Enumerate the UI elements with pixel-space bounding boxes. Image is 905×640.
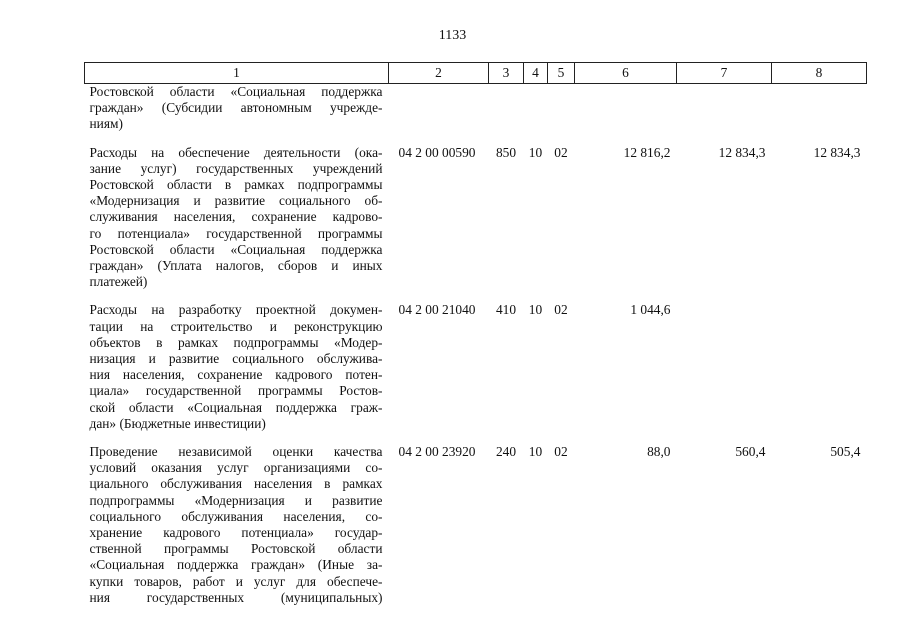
row-name-line: служивания населения, сохранение кадрово- bbox=[89, 209, 383, 225]
budget-table bbox=[84, 62, 867, 606]
row-name-line: циала» государственной программы Ростов- bbox=[89, 383, 383, 399]
header-col-4: 4 bbox=[524, 63, 548, 84]
header-row bbox=[85, 63, 867, 84]
row-name-line: го потенциала» государственной программы bbox=[89, 225, 383, 241]
row-name bbox=[85, 432, 389, 606]
row-name-line: дан» (Бюджетные инвестиции) bbox=[89, 415, 266, 431]
page-number: 1133 bbox=[438, 28, 467, 43]
row-section: 10 bbox=[528, 444, 543, 460]
row-amount-year-3: 12 834,3 bbox=[813, 144, 861, 160]
row-name-line: ственной программы Ростовской области bbox=[89, 541, 383, 557]
row-amount-year-1: 12 816,2 bbox=[623, 144, 671, 160]
row-code: 04 2 00 21040 bbox=[398, 302, 476, 318]
row-name-line: Ростовской области «Социальная поддержка bbox=[89, 84, 383, 99]
header-col-8: 8 bbox=[772, 63, 867, 84]
row-section: 10 bbox=[528, 144, 543, 160]
row-amount-year-3 bbox=[772, 290, 867, 432]
row-amount-year-2: 12 834,3 bbox=[718, 144, 766, 160]
row-name-line: Ростовской области в рамках подпрограммы bbox=[89, 177, 383, 193]
row-name-line: ской области «Социальная поддержка граж- bbox=[89, 399, 383, 415]
row-name-line: Расходы на обеспечение деятельности (ока- bbox=[89, 144, 383, 160]
header-col-3: 3 bbox=[489, 63, 524, 84]
table-row bbox=[85, 133, 867, 291]
row-amount-year-1 bbox=[575, 84, 677, 133]
row-name-line: социального обслуживания населения, со- bbox=[89, 508, 383, 524]
row-code bbox=[389, 84, 489, 133]
table-row bbox=[85, 84, 867, 133]
row-name-line: граждан» (Субсидии автономным учрежде- bbox=[89, 100, 383, 116]
row-code: 04 2 00 00590 bbox=[398, 144, 476, 160]
row-amount-year-2: 560,4 bbox=[735, 444, 766, 460]
row-section: 10 bbox=[528, 302, 543, 318]
row-subsection: 02 bbox=[554, 302, 568, 318]
table-row bbox=[85, 432, 867, 606]
row-name bbox=[85, 290, 389, 432]
row-name-line: граждан» (Уплата налогов, сборов и иных bbox=[89, 258, 383, 274]
row-name-line: платежей) bbox=[89, 274, 148, 290]
row-name-line: Ростовской области «Социальная поддержка bbox=[89, 241, 383, 257]
row-name bbox=[85, 84, 389, 133]
row-name-line: Расходы на разработку проектной докумен- bbox=[89, 302, 383, 318]
row-name-line: циального обслуживания населения в рамках bbox=[89, 476, 383, 492]
row-name-line: зание услуг) государственных учреждений bbox=[89, 160, 383, 176]
row-subsection: 02 bbox=[554, 444, 568, 460]
header-col-1: 1 bbox=[85, 63, 389, 84]
header-col-7: 7 bbox=[677, 63, 772, 84]
row-name-line: ниям) bbox=[89, 116, 123, 132]
row-code: 04 2 00 23920 bbox=[398, 444, 476, 460]
row-name-line: «Модернизация и развитие социального об- bbox=[89, 193, 383, 209]
row-amount-year-2 bbox=[677, 290, 772, 432]
table-header bbox=[85, 63, 867, 84]
row-subsection bbox=[548, 84, 575, 133]
row-amount-year-3: 505,4 bbox=[830, 444, 861, 460]
header-col-2: 2 bbox=[389, 63, 489, 84]
row-name bbox=[85, 133, 389, 291]
row-expense-type: 850 bbox=[495, 144, 517, 160]
row-name-line: низация и развитие социального обслужива- bbox=[89, 351, 383, 367]
row-name-line: «Социальная поддержка граждан» (Иные за- bbox=[89, 557, 383, 573]
row-amount-year-1: 1 044,6 bbox=[630, 302, 671, 318]
row-name-line: купки товаров, работ и услуг для обеспече- bbox=[89, 573, 383, 589]
row-name-line: условий оказания услуг организациями со- bbox=[89, 460, 383, 476]
row-section bbox=[524, 84, 548, 133]
row-name-line: ния населения, сохранение кадрового потен- bbox=[89, 367, 383, 383]
row-amount-year-1: 88,0 bbox=[647, 444, 671, 460]
row-subsection: 02 bbox=[554, 144, 568, 160]
row-amount-year-3 bbox=[772, 84, 867, 133]
row-expense-type bbox=[489, 84, 524, 133]
row-expense-type: 410 bbox=[495, 302, 517, 318]
row-name-line: хранение кадрового потенциала» государ- bbox=[89, 525, 383, 541]
row-name-line: подпрограммы «Модернизация и развитие bbox=[89, 492, 383, 508]
row-name-line: ния государственных (муниципальных) bbox=[89, 589, 383, 605]
row-name-line: объектов в рамках подпрограммы «Модер- bbox=[89, 334, 383, 350]
row-expense-type: 240 bbox=[495, 444, 517, 460]
row-amount-year-2 bbox=[677, 84, 772, 133]
row-name-line: тации на строительство и реконструкцию bbox=[89, 318, 383, 334]
header-col-5: 5 bbox=[548, 63, 575, 84]
table-body bbox=[85, 84, 867, 607]
row-name-line: Проведение независимой оценки качества bbox=[89, 444, 383, 460]
table-row bbox=[85, 290, 867, 432]
header-col-6: 6 bbox=[575, 63, 677, 84]
